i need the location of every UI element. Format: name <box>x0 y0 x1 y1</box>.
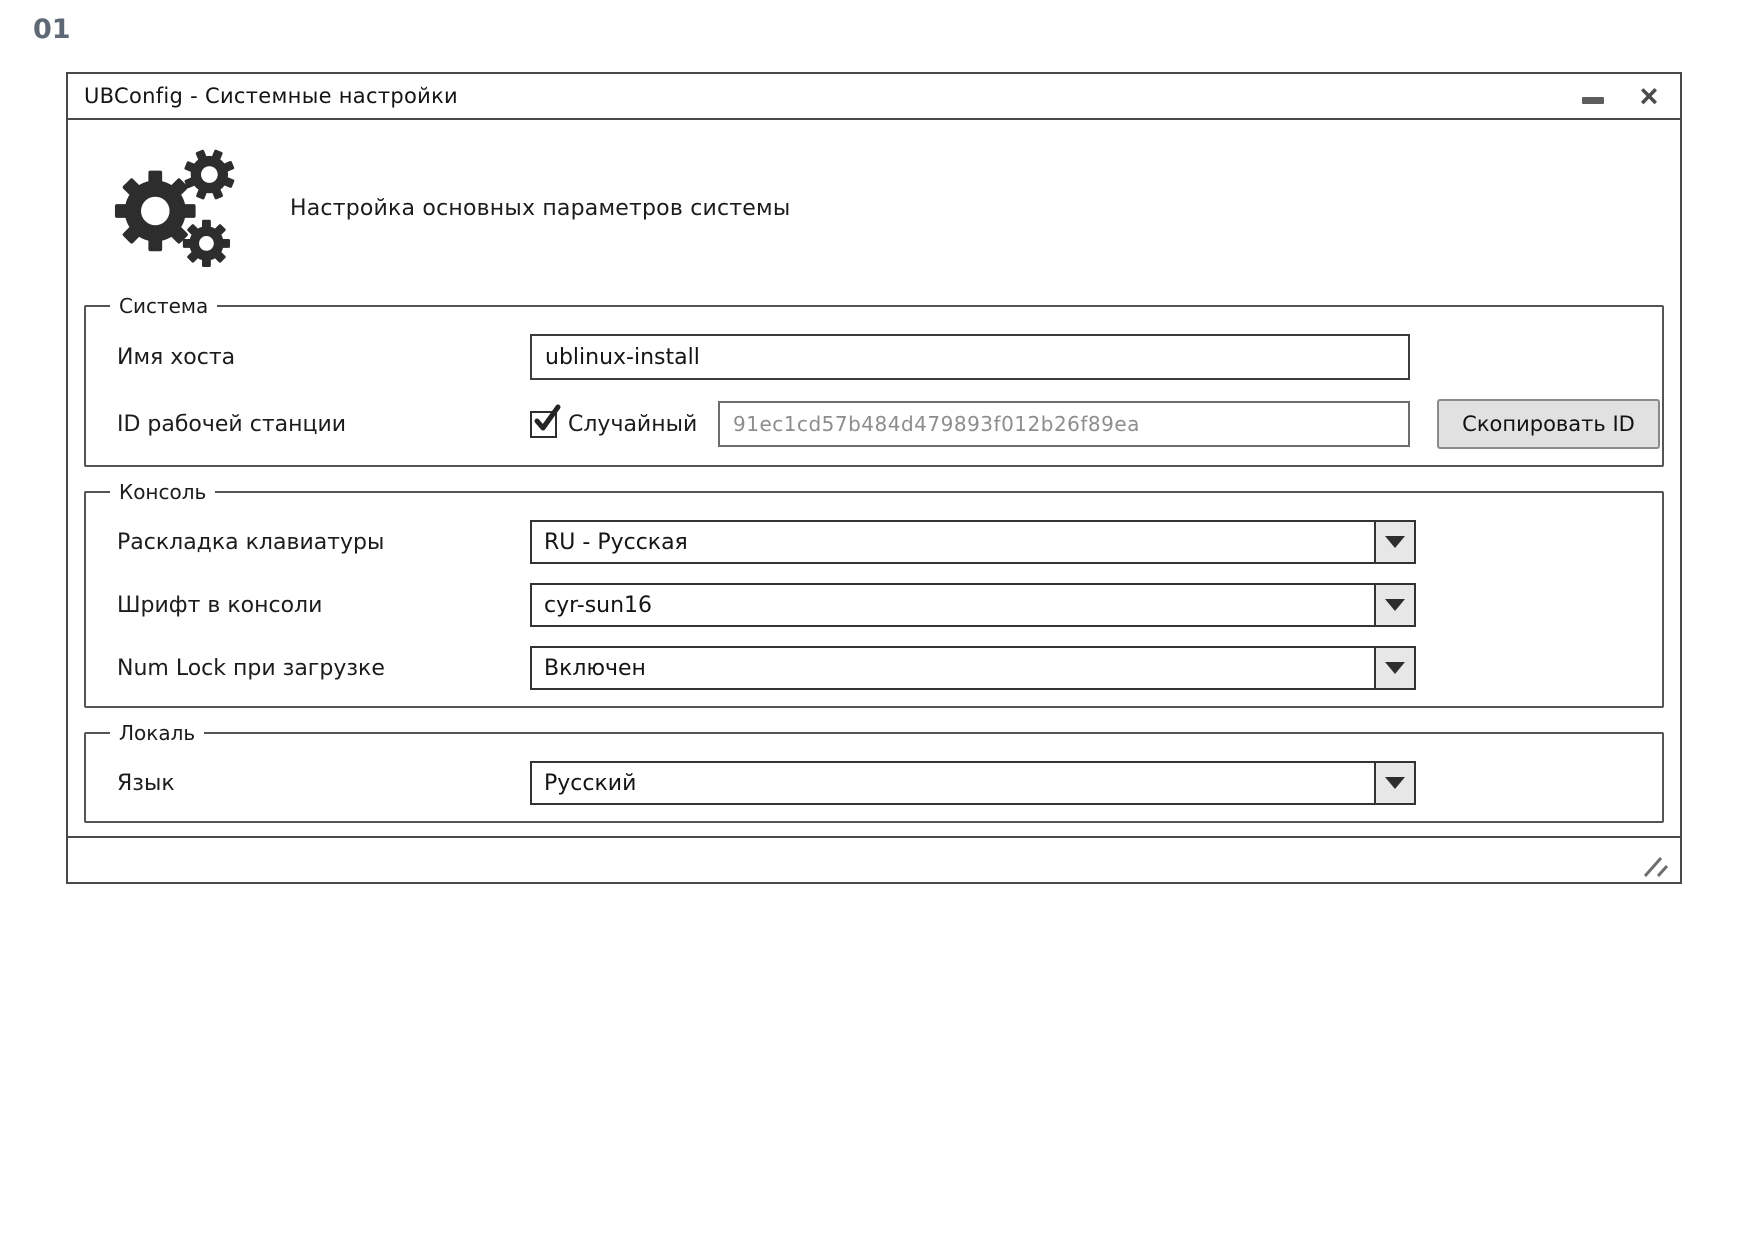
language-dropdown-button[interactable] <box>1374 763 1414 803</box>
numlock-label: Num Lock при загрузке <box>117 655 385 681</box>
numlock-value: Включен <box>544 655 646 681</box>
ubconfig-window <box>66 72 1682 884</box>
group-console <box>84 480 1664 708</box>
figure-label: 01 <box>33 14 71 45</box>
keyboard-layout-value: RU - Русская <box>544 529 688 555</box>
chevron-down-icon <box>1385 536 1405 548</box>
console-font-value: cyr-sun16 <box>544 592 653 618</box>
copy-id-button[interactable]: Скопировать ID <box>1437 399 1660 449</box>
console-font-dropdown-button[interactable] <box>1374 585 1414 625</box>
window-description: Настройка основных параметров системы <box>290 195 791 221</box>
workstation-id-input[interactable] <box>718 401 1410 447</box>
group-system <box>84 294 1664 467</box>
numlock-select[interactable] <box>530 646 1416 690</box>
language-value: Русский <box>544 770 637 796</box>
window-content <box>68 120 1680 836</box>
hostname-row <box>86 334 1662 380</box>
keyboard-layout-row <box>86 520 1662 564</box>
group-locale <box>84 721 1664 823</box>
titlebar[interactable] <box>68 74 1680 120</box>
chevron-down-icon <box>1385 777 1405 789</box>
group-console-legend: Консоль <box>119 480 207 504</box>
language-label: Язык <box>117 770 175 796</box>
language-select[interactable] <box>530 761 1416 805</box>
minimize-icon <box>1582 97 1604 104</box>
hostname-label: Имя хоста <box>117 344 236 370</box>
checkbox-box <box>530 411 557 438</box>
chevron-down-icon <box>1385 599 1405 611</box>
keyboard-layout-select[interactable] <box>530 520 1416 564</box>
chevron-down-icon <box>1385 662 1405 674</box>
numlock-dropdown-button[interactable] <box>1374 648 1414 688</box>
console-font-row <box>86 583 1662 627</box>
window-title: UBConfig - Системные настройки <box>84 84 459 108</box>
keyboard-layout-dropdown-button[interactable] <box>1374 522 1414 562</box>
language-row <box>86 761 1662 805</box>
gears-icon <box>108 148 236 268</box>
group-locale-legend: Локаль <box>119 721 196 745</box>
group-system-legend: Система <box>119 294 209 318</box>
hostname-input[interactable] <box>530 334 1410 380</box>
resize-grip[interactable] <box>1640 855 1670 879</box>
console-font-label: Шрифт в консоли <box>117 592 323 618</box>
window-controls <box>1578 78 1664 114</box>
random-id-checkbox-label: Случайный <box>568 411 698 437</box>
numlock-row <box>86 646 1662 690</box>
close-button[interactable] <box>1634 78 1664 114</box>
status-bar <box>68 836 1680 886</box>
checkmark-icon <box>533 404 561 434</box>
random-id-checkbox[interactable] <box>530 411 705 438</box>
close-icon: × <box>1639 78 1659 114</box>
workstation-id-label: ID рабочей станции <box>117 411 347 437</box>
header-block <box>108 148 1680 268</box>
workstation-id-row <box>86 399 1662 449</box>
console-font-select[interactable] <box>530 583 1416 627</box>
keyboard-layout-label: Раскладка клавиатуры <box>117 529 385 555</box>
minimize-button[interactable] <box>1578 81 1608 111</box>
